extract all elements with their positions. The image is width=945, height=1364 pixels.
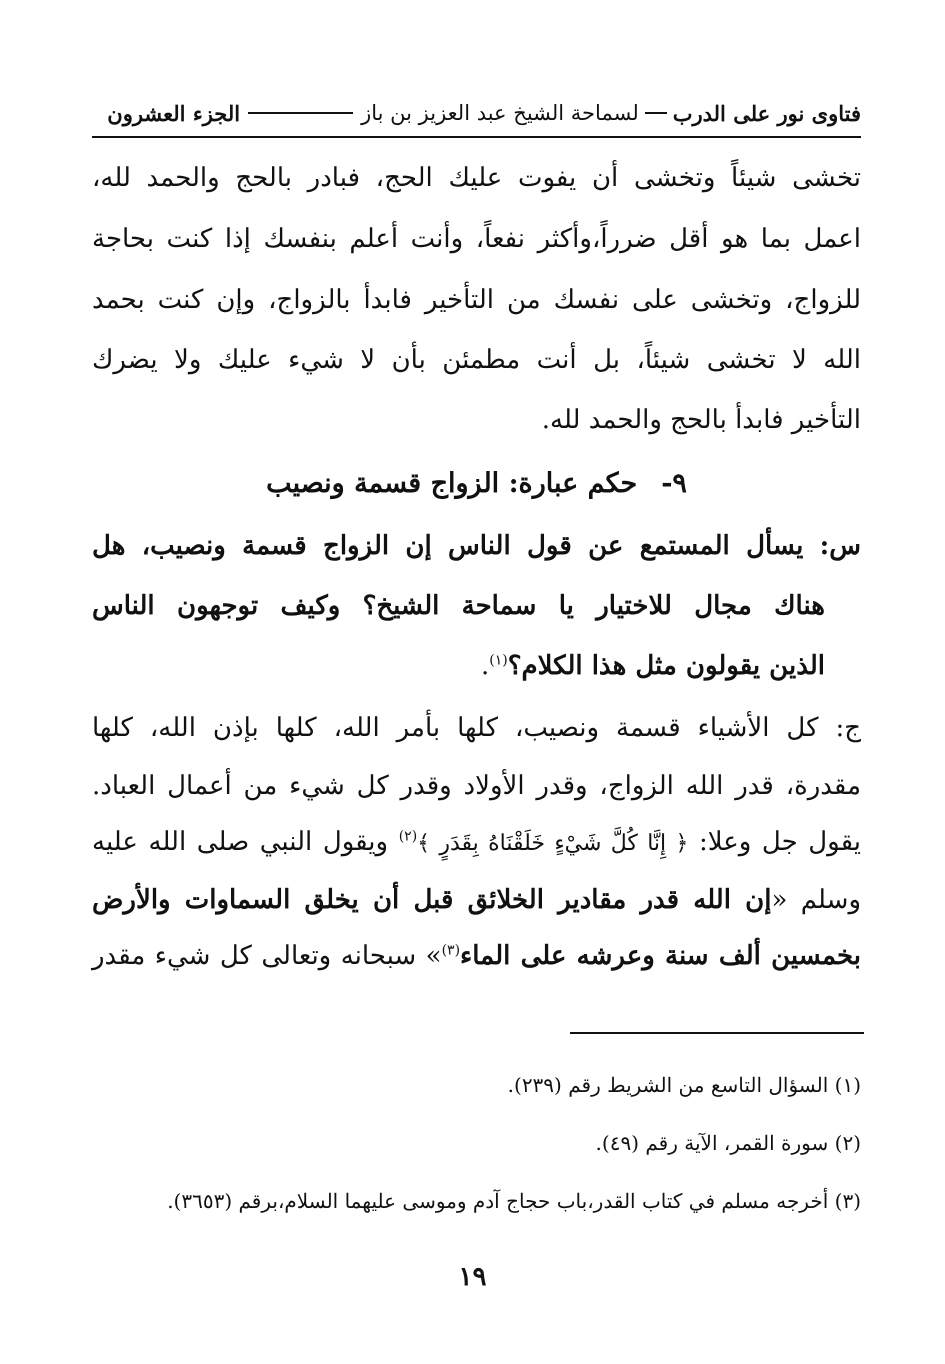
header-dash <box>248 112 353 114</box>
answer-line: ج: كل الأشياء قسمة ونصيب، كلها بأمر الله، كلها بإذن الله، كلها <box>92 713 862 743</box>
answer-line <box>92 822 861 864</box>
answer-text: » سبحانه وتعالى كل شيء مقدر <box>92 941 442 971</box>
page-number: ١٩ <box>458 1262 487 1292</box>
book-title: فتاوى نور على الدرب <box>672 100 861 126</box>
header-dash <box>645 112 667 114</box>
answer-text: وسلم « <box>771 885 861 915</box>
footnote-marker: (٣) <box>441 942 461 959</box>
section-title: حكم عبارة: الزواج قسمة ونصيب <box>266 468 638 499</box>
hadith-text: بخمسين ألف سنة وعرشه على الماء <box>460 941 861 971</box>
section-number: ٩- <box>661 468 687 499</box>
volume-label: الجزء العشرون <box>107 100 241 126</box>
question-text: الذين يقولون مثل هذا الكلام؟ <box>507 651 825 681</box>
footnote: (١) السؤال التاسع من الشريط رقم (٢٣٩). <box>507 1073 861 1097</box>
footnote-marker: (١) <box>489 652 508 669</box>
hadith-text: إن الله قدر مقادير الخلائق قبل أن يخلق السماوات والأرض <box>92 885 772 915</box>
question-line <box>92 646 825 686</box>
body-line: الله لا تخشى شيئاً، بل أنت مطمئن بأن لا شيء عليك ولا يضرك <box>92 345 861 375</box>
header-rule <box>92 136 861 138</box>
answer-line <box>92 936 861 976</box>
answer-line: مقدرة، قدر الله الزواج، وقدر الأولاد وقدر كل شيء من أعمال العباد. <box>92 771 861 801</box>
footnote-marker: (٢) <box>398 828 418 845</box>
body-line: للزواج، وتخشى على نفسك من التأخير فابدأ بالزواج، وإن كنت بحمد <box>92 285 861 315</box>
body-line: تخشى شيئاً وتخشى أن يفوت عليك الحج، فبادر بالحج والحمد لله، <box>92 163 861 193</box>
answer-line <box>92 880 861 920</box>
footnote: (٣) أخرجه مسلم في كتاب القدر،باب حجاج آدم وموسى عليهما السلام،برقم (٣٦٥٣). <box>167 1189 861 1213</box>
section-heading <box>92 462 861 506</box>
quran-verse: ﴿ إِنَّا كُلَّ شَيْءٍ خَلَقْنَاهُ بِقَدَرٍ ﴾ <box>417 831 689 856</box>
answer-text: ويقول النبي صلى الله عليه <box>92 827 399 857</box>
footnote-separator <box>570 1032 864 1034</box>
body-line: التأخير فابدأ بالحج والحمد لله. <box>541 405 861 435</box>
question-end: . <box>481 651 490 681</box>
question-line: س: يسأل المستمع عن قول الناس إن الزواج قسمة ونصيب، هل <box>92 531 861 561</box>
running-header <box>92 96 861 130</box>
body-line: اعمل بما هو أقل ضرراً،وأكثر نفعاً، وأنت أعلم بنفسك إذا كنت بحاجة <box>92 224 861 254</box>
author-name: لسماحة الشيخ عبد العزيز بن باز <box>361 101 639 125</box>
question-line: هناك مجال للاختيار يا سماحة الشيخ؟ وكيف توجهون الناس <box>92 591 825 621</box>
footnote: (٢) سورة القمر، الآية رقم (٤٩). <box>595 1131 861 1155</box>
answer-text: يقول جل وعلا: <box>688 827 861 857</box>
